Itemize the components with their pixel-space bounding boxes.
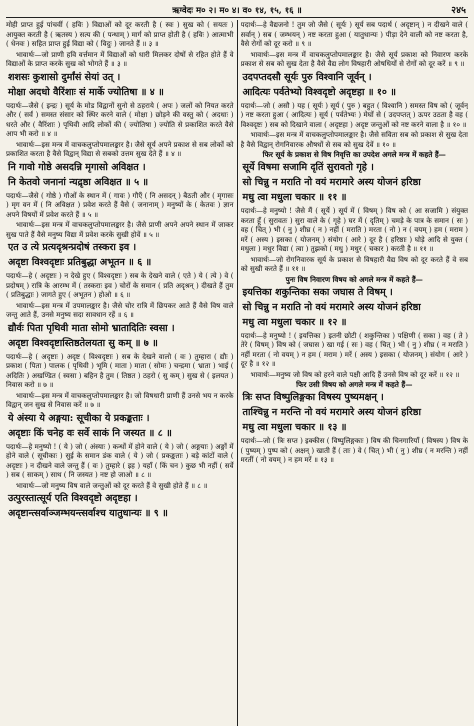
mantra-line: अदृष्टा विश्वदृष्टास्तिष्ठतेलयता सु कम् ॥ ७ ॥ — [8, 337, 158, 349]
bhavartha-paragraph: भावार्थः—इस मन्त्र में वाचकलुप्तोपमालङ्कार है। जो विषधारी प्राणी हैं उनसे भय न करके विद्वान् जन सुख से निवास करें ॥ ७ ॥ — [6, 390, 234, 409]
mantra-line: इयत्तिका शकुन्तिका सका जघास ते विषम् । — [242, 286, 393, 298]
padartha-paragraph: पदार्थः—हे मनुष्यो ! ( इयत्तिका ) इतनी छोटी ( शकुन्तिका ) पक्षिणी ( सका ) वह ( ते ) तेरे ( विषम् ) विष को ( जघास ) खा गई ( सः ) वह ( चित् ) भी ( नु ) शीघ्र ( न मराति ) नहीं मरता ( नो वयम् ) न हम ( मराम ) मरें ( अस्य ) इसका ( योजनम् ) संयोग ( आरे ) दूर है ॥ १२ ॥ — [240, 330, 468, 368]
padartha-paragraph: पदार्थः—जो ( असौ ) यह ( सूर्यः ) सूर्य ( पुरु ) बहुत ( विश्वानि ) समस्त विष को ( जूर्वन् ) नष्ट करता हुआ ( आदित्यः ) सूर्य ( पर्वतेभ्यः ) मेघों से ( उदपप्तत् ) ऊपर उठता है वह ( विश्वदृष्टः ) सब को दिखाने वाला ( अदृष्टहा ) अदृष्ट जन्तुओं को नष्ट करने वाला है ॥ १० ॥ — [240, 100, 468, 129]
padartha-paragraph: पदार्थः—जो ( त्रिः सप्त ) इक्कीस ( विष्पुलिङ्गकाः ) विष की चिनगारियाँ ( विषस्य ) विष के ( पुष्यम् ) पुष्प को ( अक्षन् ) खाती हैं ( ताः ) वे ( चित् ) भी ( नु ) शीघ्र ( न मरन्ति ) नहीं मरतीं ( नो वयम् ) न हम मरें ॥ १३ ॥ — [240, 436, 468, 464]
mantra-line: ये अंस्या ये अङ्गया: सूचीका ये प्रकङ्कताः । — [8, 412, 150, 424]
mantra-line: अदृष्टा विश्वदृष्टाः प्रतिबुद्धा अभूतन ॥ ६ ॥ — [8, 257, 152, 268]
mantra-line: अदृष्टान्त्सर्वाञ्जम्भयन्त्सर्वाश्च यातुधान्यः ॥ ९ ॥ — [8, 508, 168, 519]
bhavartha-paragraph: भावार्थः—इस मन्त्र में उपमालङ्कार है। जैसे चोर रात्रि में छिपकर आते हैं वैसे विष वाले जन्तु आते हैं, उनसे मनुष्य सदा सावधान रहें ॥ ६ ॥ — [6, 300, 234, 319]
padartha-paragraph: पदार्थः—हे ( अदृष्टाः ) अदृष्ट ( विश्वदृष्टाः ) सब के देखने वालो ( वः ) तुम्हारा ( द्यौः ) प्रकाश ( पिता ) पालक ( पृथिवी ) भूमि ( माता ) माता ( सोमः ) चन्द्रमा ( भ्राता ) भाई ( अदितिः ) अखण्डित ( स्वसा ) बहिन है तुम ( तिष्ठत ) ठहरो ( सु कम् ) सुख से ( इलयत ) निवास करो ॥ ७ ॥ — [6, 351, 234, 389]
padartha-paragraph: पदार्थः—हे मनुष्यो ! जैसे मैं ( सूर्ये ) सूर्य में ( विषम् ) विष को ( आ सजामि ) संयुक्त करता हूँ ( सुरावतः ) सुरा वाले के ( गृहे ) घर में ( दृतिम् ) चमड़े के पात्र के समान ( सः ) वह ( चित् ) भी ( नु ) शीघ्र ( न ) नहीं ( मराति ) मरता ( नो ) न ( वयम् ) हम ( मराम ) मरें ( अस्य ) इसका ( योजनम् ) संयोग ( आरे ) दूर है ( हरिष्ठाः ) घोड़े आदि से युक्त ( मधुला ) मधुर विद्या ( त्वा ) तुझको ( मधु ) मधुर ( चकार ) करती है ॥ ११ ॥ — [240, 206, 468, 253]
bhavartha-paragraph: भावार्थः—इस मन्त्र में वाचकलुप्तोपमालङ्कार है। जैसे सविता सब को प्रकाश से सुख देता है वैसे विद्वान् रोगनिवारक औषधों से सब को सुख देवें ॥ १० ॥ — [240, 130, 468, 149]
bhavartha-paragraph: भावार्थः—मनुष्य जो विष को हरने वाले पक्षी आदि हैं उनसे विष को दूर करें ॥ १२ ॥ — [250, 369, 460, 379]
padartha-paragraph: पदार्थः—जैसे ( गोष्ठे ) गौओं के स्थान में ( गावः ) गौएँ ( नि असदन् ) बैठती और ( मृगासः ) मृग वन में ( नि अविक्षत ) प्रवेश करते हैं वैसे ( जनानाम् ) मनुष्यों के ( केतवः ) ज्ञान अपने विषयों में प्रवेश करते हैं ॥ ५ ॥ — [6, 190, 234, 219]
padartha-paragraph: पदार्थः—हे ( अदृष्टाः ) न देखे हुए ( विश्वदृष्टाः ) सब के देखने वाले ( एते ) ये ( त्ये ) वे ( प्रदोषम् ) रात्रि के आरम्भ में ( तस्कराः इव ) चोरों के समान ( प्रति अदृश्रन् ) दीखते हैं तुम ( प्रतिबुद्धाः ) जागते हुए ( अभूतन ) होओ ॥ ६ ॥ — [6, 271, 234, 299]
mantra-line: द्यौर्वः पिता पृथिवी माता सोमो भ्रातादितिः स्वसा । — [8, 322, 175, 334]
left-column — [6, 20, 234, 726]
padartha-paragraph: पदार्थः—जैसे ( इन्द्रः ) सूर्य के मोड विद्वानों सुनो से ठहराये ( अपः ) जलों को नियत करते और ( सर्वं ) समस्त संसार को स्थिर करने वाले ( मोक्षा ) छोड़ने की वस्तु को ( अदधाः ) धरते और ( वैरिंशाः ) पृथिवी आदि लोकों की ( ज्योतिषा ) ज्योति से प्रकाशित करते वैसे आप भी करो ॥ ४ ॥ — [6, 100, 234, 138]
section-intro: फिर उसी विषय को अगले मन्त्र में कहते हैं— — [296, 380, 413, 389]
running-title: ऋग्वेदः म० २। म० ४। व० १४, १५, १६ ॥ — [172, 6, 302, 16]
bhavartha-paragraph: भावार्थः—इस मन्त्र में वाचकलुप्तोपमालङ्कार है। जैसे प्राणी अपने अपने स्थान में जाकर सुख पाते हैं वैसे मनुष्य विद्या में प्रवेश करके सुखी होवें ॥ ५ ॥ — [6, 220, 234, 239]
mantra-line: उदपप्तदसौ सूर्यः पुरु विश्वानि जूर्वन् । — [242, 71, 372, 83]
mantra-line: नि केतवो जनानां न्यद्रृष्ठा अविक्षत ॥ ५ ॥ — [8, 176, 149, 188]
padartha-paragraph: पदार्थः—हे वैद्यजनो ! तुम जो जैसे ( सूर्यः ) सूर्य सब पदार्थ ( अदृष्टान् ) न दीखने वाले ( सर्वान् ) सब ( जम्भयन् ) नष्ट करता हुआ ( यातुधान्यः ) पीड़ा देने वाली को नष्ट करता है, वैसे रोगों को दूर करो ॥ ९ ॥ — [240, 20, 468, 48]
right-column — [241, 20, 469, 726]
mantra-line: मोक्षा अदधो वैरिंशाः सं मार्के ज्योतिषा ॥ ४ ॥ — [8, 86, 164, 98]
bhavartha-paragraph: भावार्थः—जो रोगनिवारक सूर्य के प्रकाश से विषहारी वैद्य विष को दूर करते हैं वे सब को सुखी करते हैं ॥ ११ ॥ — [240, 254, 468, 273]
page-number: २४५ — [451, 5, 466, 16]
mantra-line: सो चिन्नु न मराति नो वयं मरामारे अस्य योजनं हरिष्ठा — [242, 301, 421, 313]
mantra-line: अदृष्टाः किं चनेह वः सर्वे साकं नि जस्यत ॥ ८ ॥ — [8, 427, 172, 439]
section-intro: पुनः विष निवारण विषय को अगले मन्त्र में कहते हैं— — [285, 274, 423, 284]
mantra-line: ताश्चिन्नु न मरन्ति नो वयं मरामारे अस्य योजनं हरिष्ठा — [242, 407, 421, 418]
bhavartha-paragraph: भावार्थः—जो मनुष्य विष वाले जन्तुओं को दूर करते हैं वे सुखी होते हैं ॥ ८ ॥ — [16, 480, 208, 490]
two-column-body — [6, 20, 468, 726]
mantra-line: मधु त्वा मधुला चकार ॥ १२ ॥ — [242, 316, 347, 328]
padartha-paragraph: मोही प्राप्त हुई पांचवीं ( हविः ) विद्याओं को दूर करती है ( स्वः ) सुख को ( सयतः ) आयुक्त करती है ( ऋतस्य ) सत्य की ( पन्थाम् ) मार्ग को प्राप्त होती है ( हविः ) आत्माभी ( धेनवः ) सहित प्राप्त हुई विद्या को ( विदुः ) जानते हैं ॥ ३ ॥ — [6, 20, 234, 48]
mantra-line: उत्पुरस्तात्सूर्य एति विश्वदृष्टो अदृष्टहा । — [8, 493, 138, 504]
column-divider — [237, 20, 238, 726]
mantra-line: एत उ त्ये प्रत्यदृश्रन्प्रदोषं तस्करा इव । — [8, 242, 137, 253]
mantra-line: शशसः कुशासो दुर्मांसं सेयां उत् । — [8, 71, 121, 83]
padartha-paragraph: पदार्थः—हे मनुष्यो ! ( ये ) जो ( अंस्याः ) कन्धों में होने वाले ( ये ) जो ( अङ्गयाः ) अङ्गों में होने वाले ( सूचीकाः ) सुई के समान डंक वाले ( ये ) जो ( प्रकङ्कताः ) बड़े कांटों वाले ( अदृष्टाः ) न दीखने वाले जन्तु हैं ( वः ) तुम्हारे ( इह ) यहाँ ( किं चन ) कुछ भी नहीं ( सर्वे ) सब ( साकम् ) साथ ( नि जस्यत ) नष्ट हो जाओ ॥ ८ ॥ — [6, 441, 234, 479]
bhavartha-paragraph: भावार्थः—इस मन्त्र में वाचकलुप्तोपमालङ्कार है। जैसे सूर्य अपने प्रकाश से सब लोकों को प्रकाशित करता है वैसे विद्वान् विद्या से सबको उत्तम सुख देते हैं ॥ ४ ॥ — [6, 139, 234, 158]
mantra-line: आदित्यः पर्वतेभ्यो विश्वदृष्टो अदृष्टहा ॥ १० ॥ — [242, 86, 396, 98]
page-header — [6, 3, 468, 18]
bhavartha-paragraph: भावार्थः—जो प्राणी हवि वर्त्तमान में विद्याओं को धारी मिलकर दोषों से रहित होते हैं वे विद्याओं के प्राप्त करके सुख को भोगते हैं ॥ ३ ॥ — [6, 49, 234, 68]
mantra-line: सो चिन्नु न मराति नो वयं मरामारे अस्य योजनं हरिष्ठा — [242, 177, 421, 188]
mantra-line: मधु त्वा मधुला चकार ॥ १३ ॥ — [242, 422, 347, 433]
mantra-line: नि गावो गोष्ठे असदन्नि मृगासो अविक्षत । — [8, 161, 146, 173]
mantra-line: सूर्ये विषमा सजामि दृतिं सुरावतो गृहे । — [242, 162, 374, 173]
section-intro: फिर सूर्य के प्रकाश से विष निवृत्ति का उपदेश अगले मन्त्र में कहते हैं— — [262, 150, 446, 159]
bhavartha-paragraph: भावार्थः—इस मन्त्र में वाचकलुप्तोपमालङ्कार है। जैसे सूर्य प्रकाश को निवारण करके प्रकाश से सब को सुख देता है वैसे वैद्य लोग विषहारी ओषधियों से रोगों को दूर करें ॥ ९ ॥ — [240, 49, 468, 68]
mantra-line: मधु त्वा मधुला चकार ॥ ११ ॥ — [242, 192, 347, 203]
mantra-line: त्रिः सप्त विष्पुलिङ्गका विषस्य पुष्यमक्षन् । — [242, 392, 384, 403]
